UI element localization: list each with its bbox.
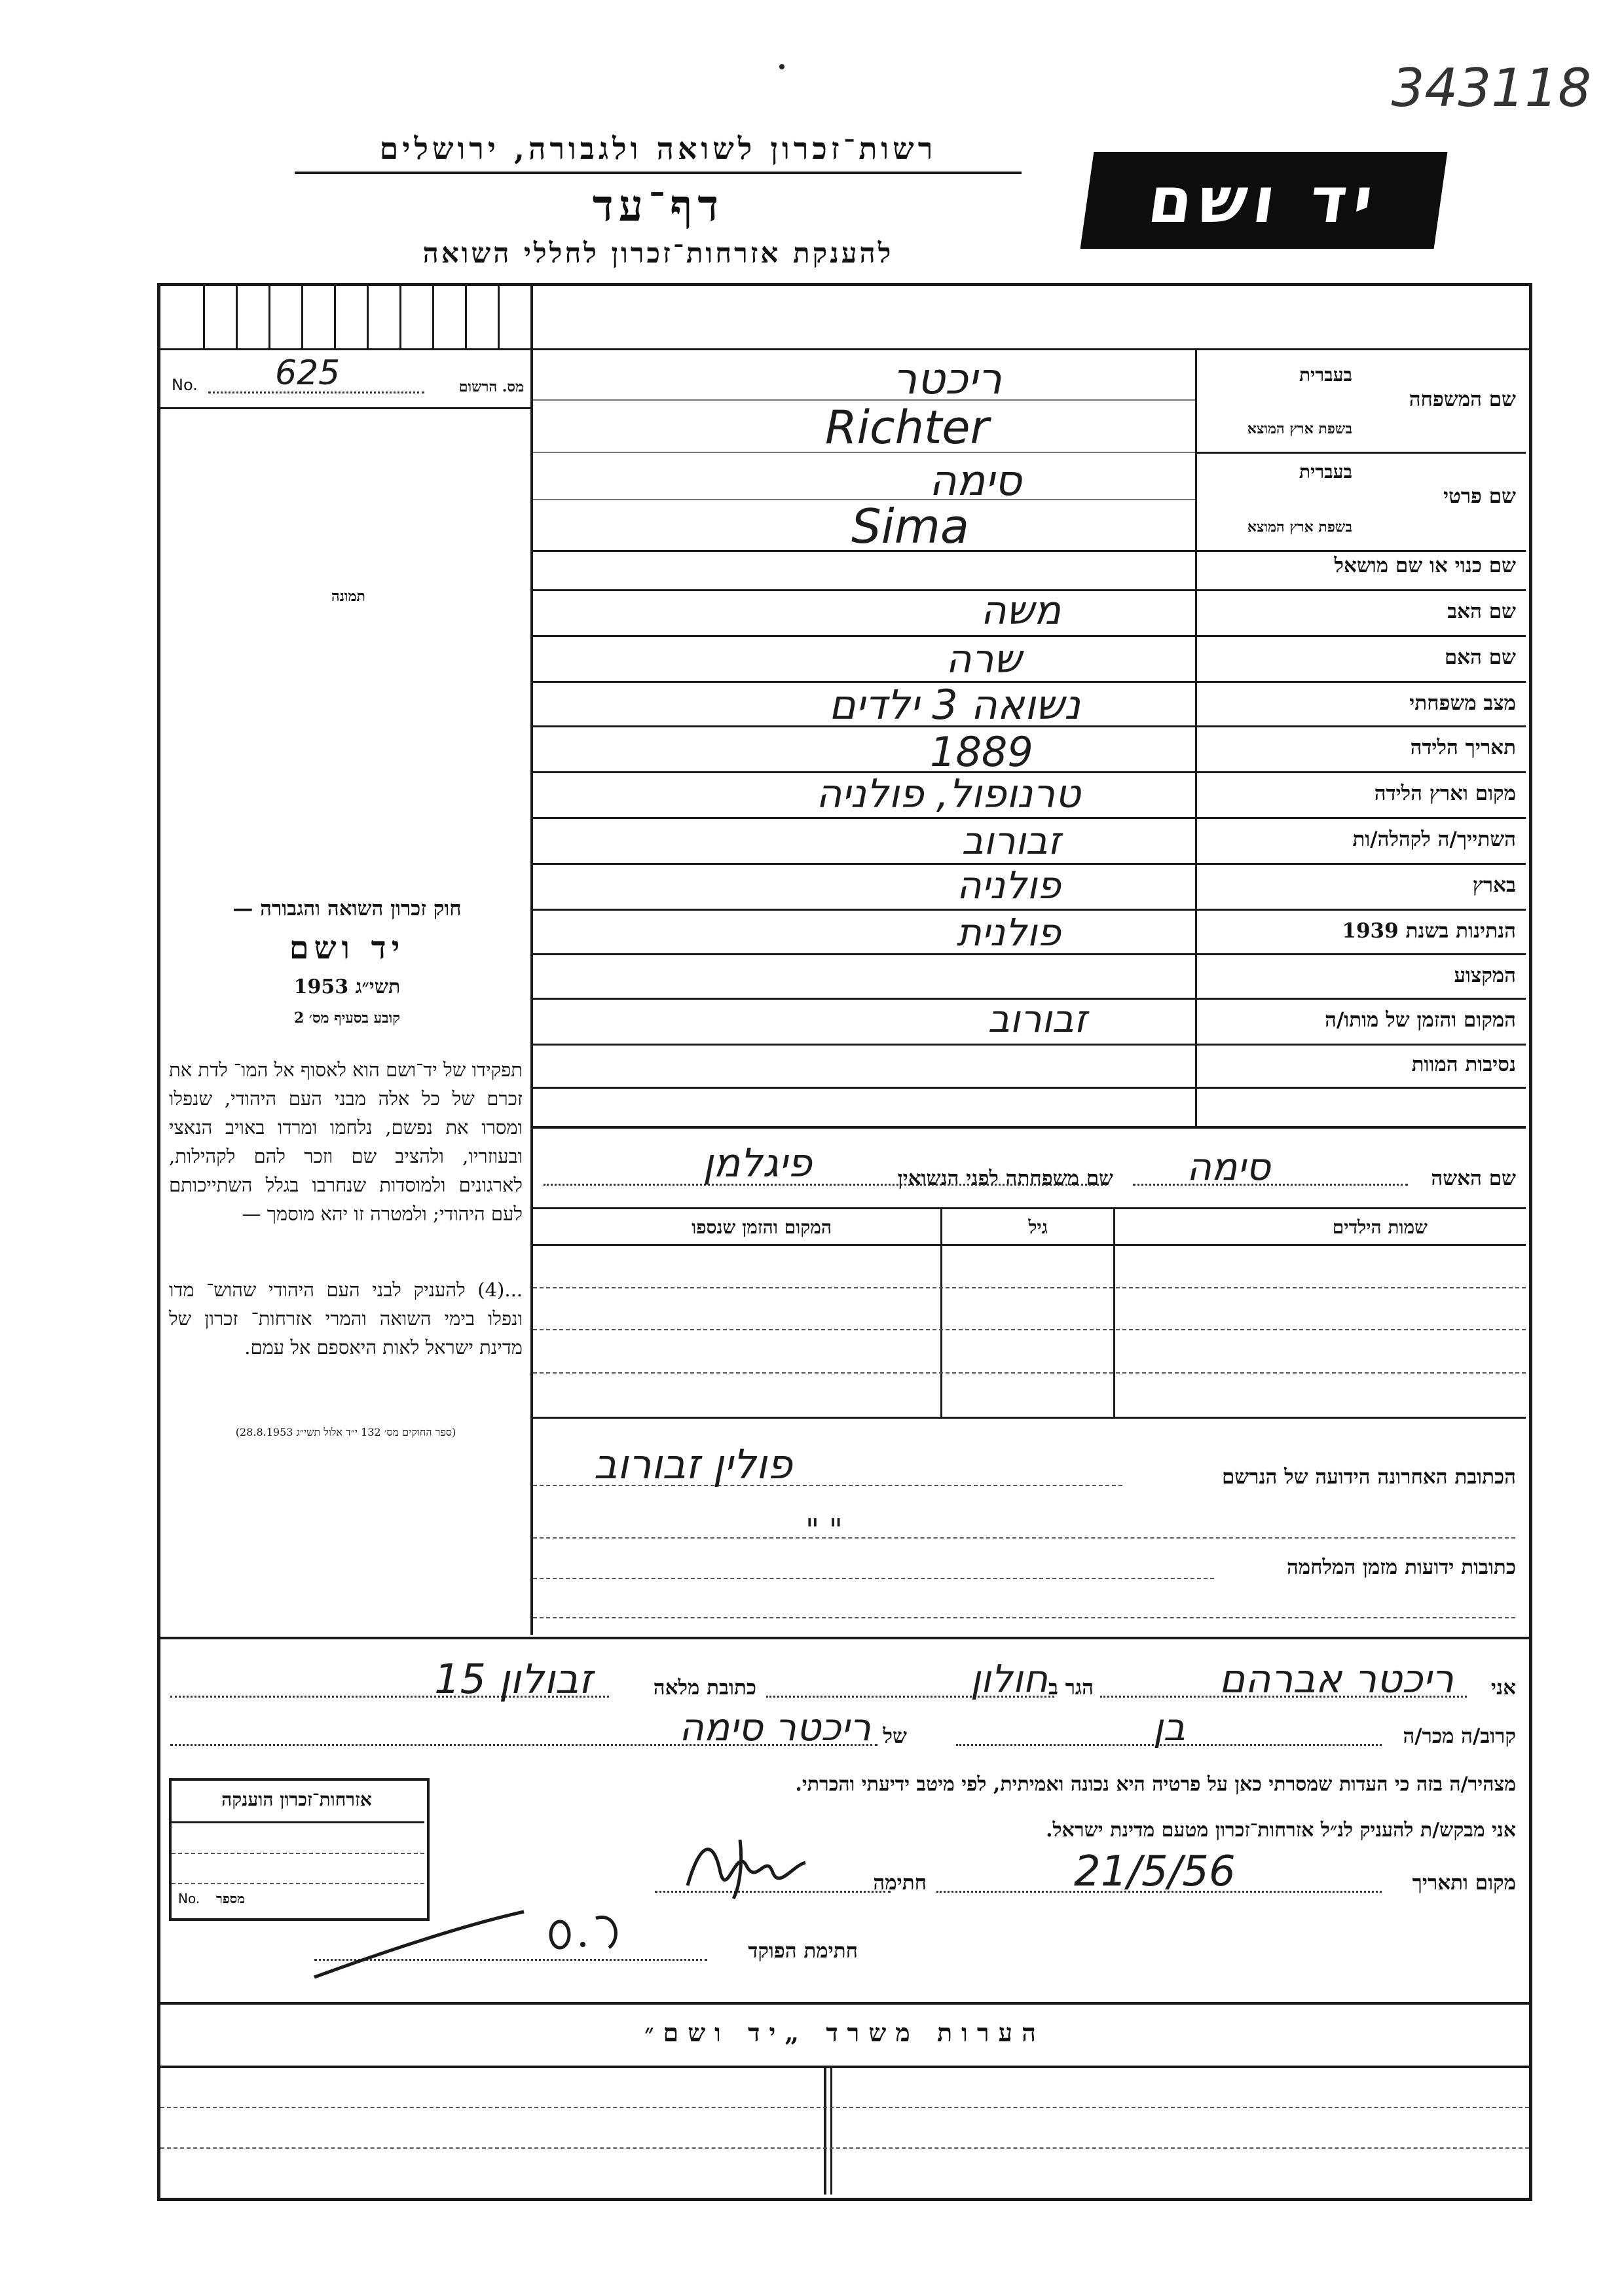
law-year: תשי״ג 1953 [293,975,401,998]
first-name-label: שם פרטי [1443,484,1516,508]
remarks-col-divider [824,2068,826,2195]
family-name-label: שם המשפחה [1409,388,1516,411]
section-divider [160,1637,1529,1639]
birth-date-value: 1889 [930,728,1033,776]
first-name-hebrew-value: סימה [929,457,1022,505]
row-rule [533,1126,1526,1129]
form-subtitle: להענקת אזרחות־זכרון לחללי השואה [422,237,894,269]
row-rule [533,1087,1526,1089]
law-source: (ספר החוקים מס׳ 132 י״ד אלול תשי״ג 28.8.1953) [235,1426,456,1438]
children-header-bottom [533,1244,1526,1246]
office-remarks: הערות משרד „יד ושם״ [644,2018,1045,2047]
strip-cell-line [203,286,205,350]
grant-number-label: מספר [216,1891,245,1906]
war-address-line [533,1578,1214,1579]
archive-number: 343118 [1391,58,1591,118]
citizenship-label: הנתינות בשנת 1939 [1342,919,1516,943]
death-circ-label: נסיבות המוות [1411,1053,1516,1076]
authority-title: רשות־זכרון לשואה ולגבורה, ירושלים [379,131,937,166]
remarks-col-divider [830,2068,832,2195]
resident-value: חולון [970,1656,1048,1701]
death-place-value: זבורוב [987,996,1087,1041]
first-name-hebrew-sub: בעברית [1299,461,1352,483]
father-label: שם האב [1447,600,1516,623]
declarant-name-value: ריכטר אברהם [1219,1656,1454,1702]
label-column-divider [1195,350,1197,1126]
marital-label: מצב משפחתי [1409,691,1516,715]
scan-mark [779,64,784,69]
form-title: דף־עד [592,180,724,231]
children-header-top [533,1207,1526,1209]
strip-cell-line [432,286,434,350]
children-col-divider [940,1207,942,1417]
law-text-2: ...(4) להעניק לבני העם היהודי שהוש־ מדו ונפלו בימי השואה והמרי אזרחות־ זכרון של מדינת ישראל לאות היאספם אל עמם. [169,1279,523,1358]
first-name-native-value: Sima [851,499,969,554]
grant-line [172,1853,424,1854]
registry-underline [160,407,530,409]
family-name-native-sub: בשפת ארץ המוצא [1247,420,1352,437]
officer-signature-label: חתימת הפוקד [748,1939,858,1963]
children-row-line [533,1329,1526,1330]
address-label: כתובת מלאה [653,1676,756,1700]
remarks-bottom-rule [160,2066,1529,2068]
strip-cell-line [498,286,500,350]
ditto-marks: " " [805,1512,843,1548]
logo-text: יד ושם [1143,164,1384,237]
marital-value: נשואה 3 ילדים [828,681,1080,729]
relative-value: בן [1153,1705,1185,1749]
children-bottom [533,1417,1526,1419]
citizenship-value: פולנית [956,910,1061,955]
strip-cell-line [236,286,238,350]
declarant-i-label: אני [1490,1676,1516,1700]
law-title: חוק זכרון השואה והגבורה — [232,897,462,920]
of-label: של [883,1724,907,1748]
registry-label: מס. הרשום [458,378,524,395]
declarant-signature [674,1827,819,1905]
place-date-label: מקום ותאריך [1412,1871,1516,1895]
yad-vashem-logo [1080,152,1448,249]
spouse-value: סימה [1187,1144,1270,1189]
registry-number: 625 [275,354,341,393]
remarks-top-rule [160,2002,1529,2005]
war-address-label: כתובות ידועות מזמן המלחמה [1286,1556,1516,1579]
first-name-native-sub: בשפת ארץ המוצא [1247,519,1352,536]
full-address-value: זבולון 15 [434,1655,593,1703]
law-clause: קובע בסעיף מס׳ 2 [293,1010,401,1027]
left-column-divider [530,286,533,1635]
law-name: יד ושם [289,930,405,966]
strip-cell-line [367,286,369,350]
nickname-label: שם כנוי או שם מושאל [1334,554,1516,577]
children-col-divider [1113,1207,1115,1417]
strip-cell-line [334,286,336,350]
row-rule [533,635,1526,637]
request-text: אני מבקש/ת להעניק לנ״ל אזרחות־זכרון מטעם מדינת ישראל. [1046,1819,1516,1842]
address-line-2 [533,1537,1515,1539]
place-date-value: 21/5/56 [1074,1848,1236,1896]
birth-place-label: מקום וארץ הלידה [1374,782,1516,805]
law-text-1: תפקידו של יד־ושם הוא לאסוף אל המו־ לדת את זכרם של כל אלה מבני העם היהודי, שנפלו ומסרו את נפשם, נלחמו ומרדו באויב הנאצי ובעוזריו, ולהציב שם וזכר להם לקהילות, לארגונים ולמוסדות שנחרבו בגלל השתייכותם לעם היהודי; ולמטרה זו יהא מוסמך — [169,1059,523,1225]
grant-no-label: No. [178,1891,200,1906]
children-row-line [533,1287,1526,1288]
of-value: ריכטר סימה [678,1705,871,1749]
community-label: השתייך/ה לקהלה/ות [1352,828,1516,851]
children-col-age: גיל [1028,1216,1048,1238]
mother-value: שרה [946,636,1022,682]
birth-date-label: תאריך הלידה [1410,736,1516,759]
country-label: בארץ [1472,873,1516,897]
family-name-hebrew-sub: בעברית [1299,364,1352,386]
birth-place-value: טרנופול, פולניה [816,771,1080,817]
address-line-4 [533,1617,1515,1618]
family-name-native-value: Richter [825,401,989,454]
maiden-dots [544,1184,1107,1186]
strip-cell-line [465,286,467,350]
children-col-place: המקום והזמן שנספו [692,1216,832,1238]
photo-label: תמונה [331,588,365,605]
last-address-value: פולין זבורוב [593,1440,792,1488]
maiden-label: שם משפחתה לפני הנשואין [897,1167,1113,1190]
strip-cell-line [399,286,401,350]
relative-label: קרוב/ה מכר/ה [1403,1724,1516,1748]
grant-title-rule [172,1821,424,1823]
father-value: משה [980,588,1061,634]
grant-title: אזרחות־זכרון הוענקה [221,1789,372,1810]
last-address-label: הכתובת האחרונה הידועה של הנרשם [1221,1465,1516,1489]
profession-label: המקצוע [1454,964,1516,987]
resident-label: הגר ב [1048,1676,1094,1700]
mother-label: שם האם [1444,646,1516,669]
remarks-line [160,2107,1529,2108]
maiden-value: פיגלמן [703,1140,812,1186]
death-place-label: המקום והזמן של מותו/ה [1325,1008,1516,1032]
registry-no-label: No. [172,376,198,394]
header-underline [295,172,1022,174]
spouse-dots [1133,1184,1408,1186]
family-name-hebrew-value: ריכטר [893,354,1002,404]
community-value: זבורוב [961,818,1061,863]
children-col-names: שמות הילדים [1332,1216,1428,1238]
row-rule [533,550,1526,552]
country-value: פולניה [956,863,1061,907]
strip-cell-line [301,286,303,350]
grant-line [172,1883,424,1884]
row-rule [1195,452,1526,454]
remarks-line [160,2147,1529,2149]
strip-cell-line [268,286,270,350]
declaration-text: מצהיר/ה בזה כי העדות שמסרתי כאן על פרטיה היא נכונה ואמיתית, לפי מיטב ידיעתי והכרתי. [795,1773,1516,1796]
spouse-label: שם האשה [1431,1167,1516,1190]
top-strip-line [160,348,1529,350]
signature-label: חתימה [873,1871,927,1895]
children-row-line [533,1372,1526,1374]
row-rule [533,1044,1526,1046]
